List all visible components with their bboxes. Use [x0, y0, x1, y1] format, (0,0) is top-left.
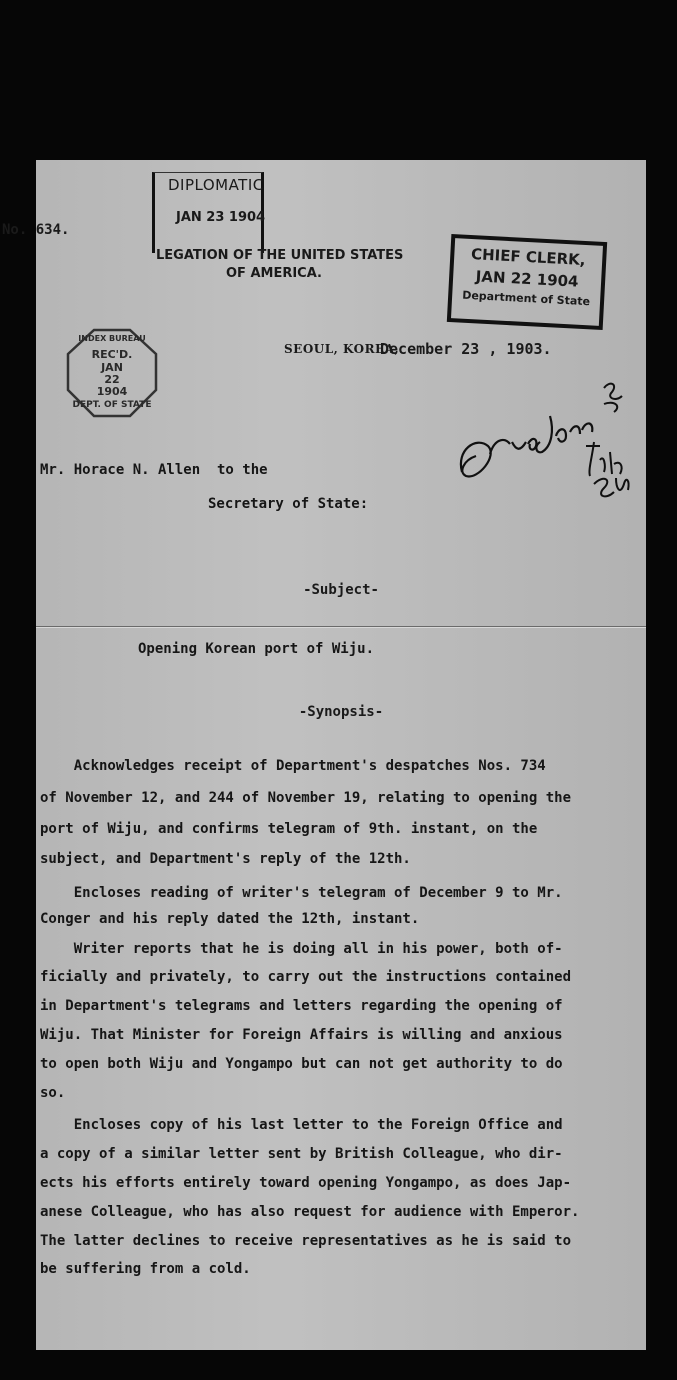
synopsis-line: in Department's telegrams and letters regarding the opening of [40, 998, 563, 1014]
diplomatic-stamp-title: DIPLOMATIC [168, 176, 264, 194]
index-bureau-ring: INDEX BUREAU [78, 334, 146, 343]
fold-highlight [36, 627, 646, 628]
index-bureau-dept: DEPT. OF STATE [72, 400, 152, 410]
index-bureau-month: JAN [101, 361, 123, 374]
synopsis-line: so. [40, 1085, 66, 1101]
synopsis-line: Wiju. That Minister for Foreign Affairs is willing and anxious [40, 1027, 563, 1043]
chief-clerk-stamp-date: JAN 22 1904 [475, 267, 579, 291]
synopsis-line: be suffering from a cold. [40, 1261, 251, 1277]
synopsis-line: Acknowledges receipt of Department's despatches Nos. 734 [40, 758, 546, 774]
synopsis-line: a copy of a similar letter sent by British Colleague, who dir- [40, 1146, 563, 1162]
handwritten-annotation [454, 380, 634, 500]
addressee-from: Mr. Horace N. Allen to the [40, 462, 268, 478]
index-bureau-year: 1904 [96, 385, 128, 398]
despatch-number: No. 634. [2, 222, 70, 238]
subject-text: Opening Korean port of Wiju. [138, 641, 375, 657]
diplomatic-stamp-date: JAN 23 1904 [176, 210, 266, 225]
synopsis-line: port of Wiju, and confirms telegram of 9th. instant, on the [40, 821, 538, 837]
synopsis-line: Encloses copy of his last letter to the Foreign Office and [40, 1117, 563, 1133]
despatch-date: December 23 , 1903. [380, 340, 552, 358]
place-line: SEOUL, KOREA, [284, 342, 400, 356]
legation-line-1: LEGATION OF THE UNITED STATES [156, 248, 404, 263]
index-bureau-received: REC'D. [91, 348, 133, 361]
synopsis-line: ects his efforts entirely toward opening Yongampo, as does Jap- [40, 1175, 572, 1191]
synopsis-line: to open both Wiju and Yongampo but can not get authority to do [40, 1056, 563, 1072]
chief-clerk-stamp [447, 234, 607, 330]
synopsis-line: Conger and his reply dated the 12th, instant. [40, 911, 420, 927]
synopsis-line: Encloses reading of writer's telegram of December 9 to Mr. [40, 885, 563, 901]
legation-line-2: OF AMERICA. [226, 266, 322, 281]
synopsis-line: The latter declines to receive representatives as he is said to [40, 1233, 572, 1249]
addressee-to: Secretary of State: [208, 496, 369, 512]
synopsis-line: Writer reports that he is doing all in his power, both of- [40, 941, 563, 957]
index-bureau-stamp [66, 328, 158, 418]
subject-heading: -Subject- [303, 582, 379, 598]
index-bureau-day: 22 [104, 373, 120, 386]
chief-clerk-stamp-title: CHIEF CLERK, [470, 245, 586, 270]
synopsis-line: of November 12, and 244 of November 19, relating to opening the [40, 790, 572, 806]
document-page [2, 160, 646, 1350]
synopsis-line: subject, and Department's reply of the 12th. [40, 851, 411, 867]
synopsis-line: anese Colleague, who has also request for audience with Emperor. [40, 1204, 580, 1220]
chief-clerk-stamp-dept: Department of State [461, 288, 591, 309]
synopsis-heading: -Synopsis- [298, 704, 384, 720]
synopsis-line: ficially and privately, to carry out the instructions contained [40, 969, 572, 985]
